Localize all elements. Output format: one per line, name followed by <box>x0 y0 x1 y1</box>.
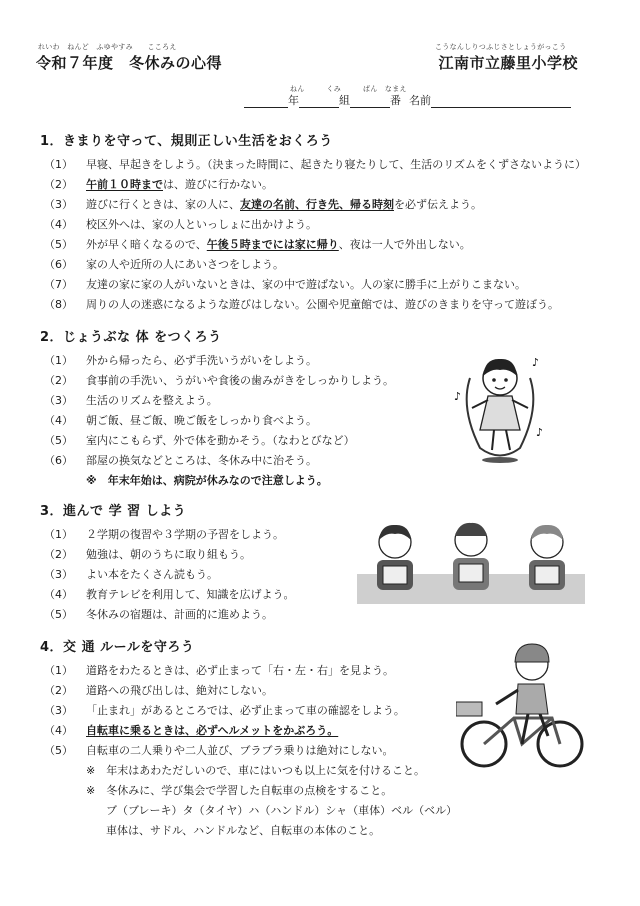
school-name: 江南市立藤里小学校 <box>438 54 578 72</box>
section-2-item-4: （4） 朝ご飯、昼ご飯、晩ご飯をしっかり食べよう。 <box>44 414 317 427</box>
section-2-item-2: （2） 食事前の手洗い、うがいや食後の歯みがきをしっかりしよう。 <box>44 374 394 387</box>
number-blank <box>350 95 390 108</box>
section-3-item-1: （1） ２学期の復習や３学期の予習をしよう。 <box>44 528 284 541</box>
section-3-item-4: （4） 教育テレビを利用して、知識を広げよう。 <box>44 588 295 601</box>
name-blank <box>431 95 571 108</box>
bicycle-check-line: ブ（ブレーキ）タ（タイヤ）ハ（ハンドル）シャ（車体）ベル（ベル） <box>106 804 458 817</box>
child-left <box>377 525 413 590</box>
grade-blank <box>244 95 288 108</box>
section-4-item-1: （1） 道路をわたるときは、必ず止まって「右・左・右」を見よう。 <box>44 664 394 677</box>
name-entry-line <box>244 92 604 108</box>
section-4-item-3: （3） 「止まれ」があるところでは、必ず止まって車の確認をしよう。 <box>44 704 405 717</box>
svg-text:♪: ♪ <box>454 390 462 403</box>
section-4-heading: 4．交 通 ルールを守ろう <box>40 640 195 655</box>
svg-text:♪: ♪ <box>536 426 544 439</box>
class-blank <box>299 95 339 108</box>
name-ruby: ねん くみ ばん なまえ <box>290 85 407 93</box>
section-2-note: ※ 年末年始は、病院が休みなので注意しよう。 <box>86 474 328 487</box>
svg-text:♪: ♪ <box>532 356 540 369</box>
section-3-item-5: （5） 冬休みの宿題は、計画的に進めよう。 <box>44 608 273 621</box>
section-1-item-6: （6） 家の人や近所の人にあいさつをしよう。 <box>44 258 284 271</box>
section-2-item-5: （5） 室内にこもらず、外で体を動かそう。（なわとびなど） <box>44 434 355 447</box>
section-3-item-3: （3） よい本をたくさん読もう。 <box>44 568 218 581</box>
section-1-item-1: （1） 早寝、早起きをしよう。（決まった時間に、起きたり寝たりして、生活のリズムをくずさないように） <box>44 158 587 171</box>
name-label: 名前 <box>409 94 431 107</box>
title-ruby: れいわ ねんど ふゆやすみ こころえ <box>38 43 177 51</box>
section-4-item-5: （5） 自転車の二人乗りや二人並び、ブラブラ乗りは絶対にしない。 <box>44 744 394 757</box>
section-1-item-5: （5） 外が早く暗くなるので、午後５時までには家に帰り、夜は一人で外出しない。 <box>44 238 471 251</box>
school-ruby: こうなんしりつふじさとしょうがっこう <box>435 43 567 51</box>
section-4-item-4: （4） 自転車に乗るときは、必ずヘルメットをかぶろう。 <box>44 724 339 737</box>
section-1-item-8: （8） 周りの人の迷惑になるような遊びはしない。公園や児童館では、遊びのきまりを守って遊ぼう。 <box>44 298 559 311</box>
reading-children-illustration <box>355 512 587 604</box>
child-right <box>529 525 565 590</box>
grade-label: 年 <box>288 94 299 107</box>
bicycle-boy-illustration <box>456 640 586 772</box>
number-label: 番 <box>390 94 401 107</box>
section-2-item-3: （3） 生活のリズムを整えよう。 <box>44 394 218 407</box>
section-1-item-3: （3） 遊びに行くときは、家の人に、友達の名前、行き先、帰る時刻を必ず伝えよう。 <box>44 198 482 211</box>
section-2-heading: 2．じょうぶな 体 をつくろう <box>40 330 222 345</box>
section-4-note-1: ※ 年末はあわただしいので、車にはいつも以上に気を付けること。 <box>86 764 425 777</box>
section-1-heading: 1．きまりを守って、規則正しい生活をおくろう <box>40 134 333 149</box>
section-1-item-4: （4） 校区外へは、家の人といっしょに出かけよう。 <box>44 218 317 231</box>
section-4-item-2: （2） 道路への飛び出しは、絶対にしない。 <box>44 684 273 697</box>
section-1-item-2: （2） 午前１０時までは、遊びに行かない。 <box>44 178 273 191</box>
section-4-note-2: ※ 冬休みに、学び集会で学習した自転車の点検をすること。 <box>86 784 393 797</box>
section-1-item-7: （7） 友達の家に家の人がいないときは、家の中で遊ばない。人の家に勝手に上がりこまない。 <box>44 278 526 291</box>
section-2-item-1: （1） 外から帰ったら、必ず手洗いうがいをしよう。 <box>44 354 317 367</box>
child-middle <box>453 523 489 590</box>
class-label: 組 <box>339 94 350 107</box>
jump-rope-girl-illustration <box>450 338 550 468</box>
page-title: 令和７年度 冬休みの心得 <box>36 54 223 72</box>
section-2-item-6: （6） 部屋の换気などところは、冬休み中に治そう。 <box>44 454 317 467</box>
section-3-heading: 3．進んで 学 習 しよう <box>40 504 187 519</box>
bicycle-check-note: 車体は、サドル、ハンドルなど、自転車の本体のこと。 <box>106 824 381 837</box>
section-3-item-2: （2） 勉強は、朝のうちに取り組もう。 <box>44 548 251 561</box>
